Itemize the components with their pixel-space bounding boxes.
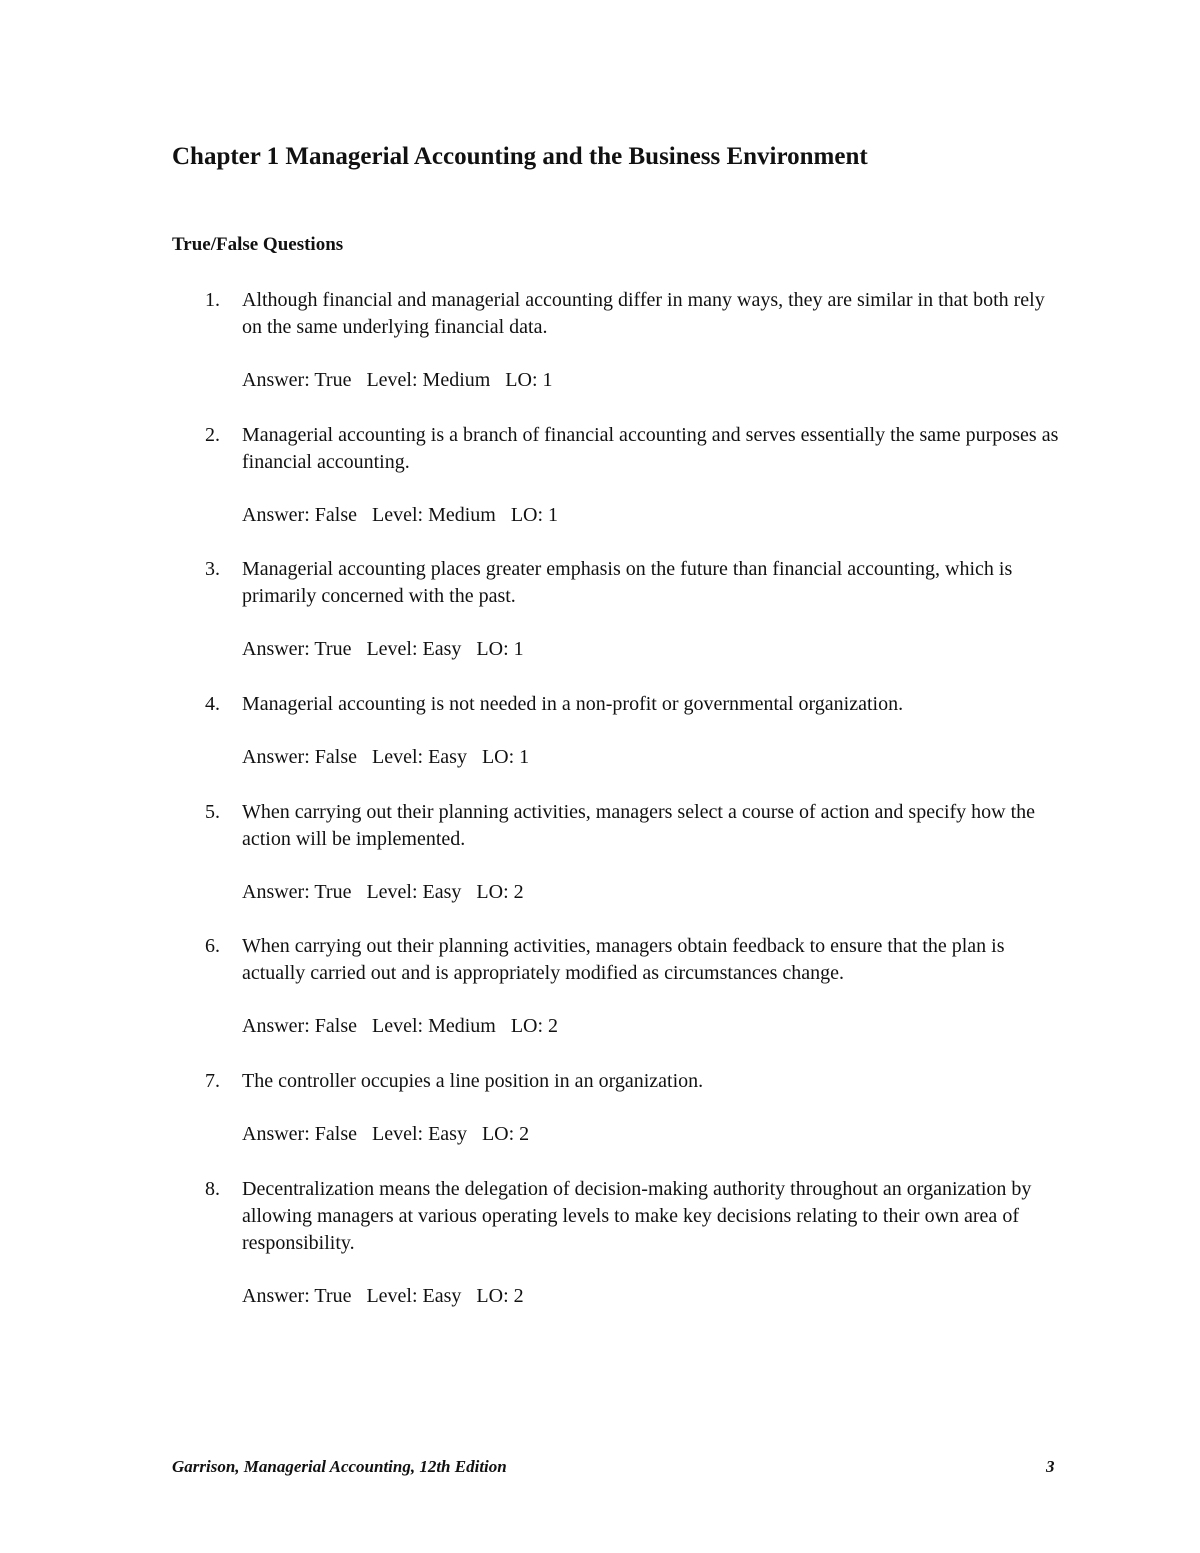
question-number: 1. — [205, 289, 220, 311]
page-number: 3 — [1046, 1457, 1055, 1476]
question-text: The controller occupies a line position in an organization. — [242, 1070, 704, 1092]
question-item — [205, 799, 1065, 906]
question-text: Decentralization means the delegation of decision-making authority throughout an organization by allowing managers at various operating levels to make key decisions relating to their own area of responsibility. — [242, 1178, 1032, 1254]
question-item — [205, 556, 1065, 663]
question-number: 7. — [205, 1070, 220, 1092]
question-answer: Answer: True Level: Easy LO: 2 — [242, 881, 524, 903]
question-item — [205, 1068, 1065, 1148]
question-number: 8. — [205, 1178, 220, 1200]
question-answer: Answer: False Level: Medium LO: 1 — [242, 504, 559, 526]
question-answer: Answer: True Level: Easy LO: 2 — [242, 1285, 524, 1307]
question-answer: Answer: True Level: Medium LO: 1 — [242, 369, 553, 391]
question-text: When carrying out their planning activities, managers obtain feedback to ensure that the plan is actually carried out and is appropriately modified as circumstances change. — [242, 935, 1005, 984]
question-item — [205, 422, 1065, 529]
question-item — [205, 691, 1065, 771]
question-answer: Answer: False Level: Medium LO: 2 — [242, 1015, 559, 1037]
question-answer: Answer: False Level: Easy LO: 2 — [242, 1123, 530, 1145]
question-number: 6. — [205, 935, 220, 957]
question-number: 2. — [205, 424, 220, 446]
question-number: 4. — [205, 693, 220, 715]
footer-source: Garrison, Managerial Accounting, 12th Edition — [172, 1457, 507, 1476]
question-text: Managerial accounting places greater emphasis on the future than financial accounting, which is primarily concerned with the past. — [242, 558, 1013, 607]
question-text: When carrying out their planning activities, managers select a course of action and specify how the action will be implemented. — [242, 801, 1036, 850]
question-answer: Answer: True Level: Easy LO: 1 — [242, 638, 524, 660]
question-number: 3. — [205, 558, 220, 580]
question-number: 5. — [205, 801, 220, 823]
question-text: Although financial and managerial accounting differ in many ways, they are similar in that both rely on the same underlying financial data. — [242, 289, 1045, 338]
section-heading: True/False Questions — [172, 234, 344, 255]
question-item — [205, 1176, 1065, 1310]
question-item — [205, 287, 1065, 394]
chapter-title: Chapter 1 Managerial Accounting and the Business Environment — [172, 143, 868, 170]
question-text: Managerial accounting is a branch of financial accounting and serves essentially the same purposes as financial accounting. — [242, 424, 1059, 473]
question-item — [205, 933, 1065, 1040]
question-answer: Answer: False Level: Easy LO: 1 — [242, 746, 530, 768]
question-text: Managerial accounting is not needed in a non-profit or governmental organization. — [242, 693, 904, 715]
